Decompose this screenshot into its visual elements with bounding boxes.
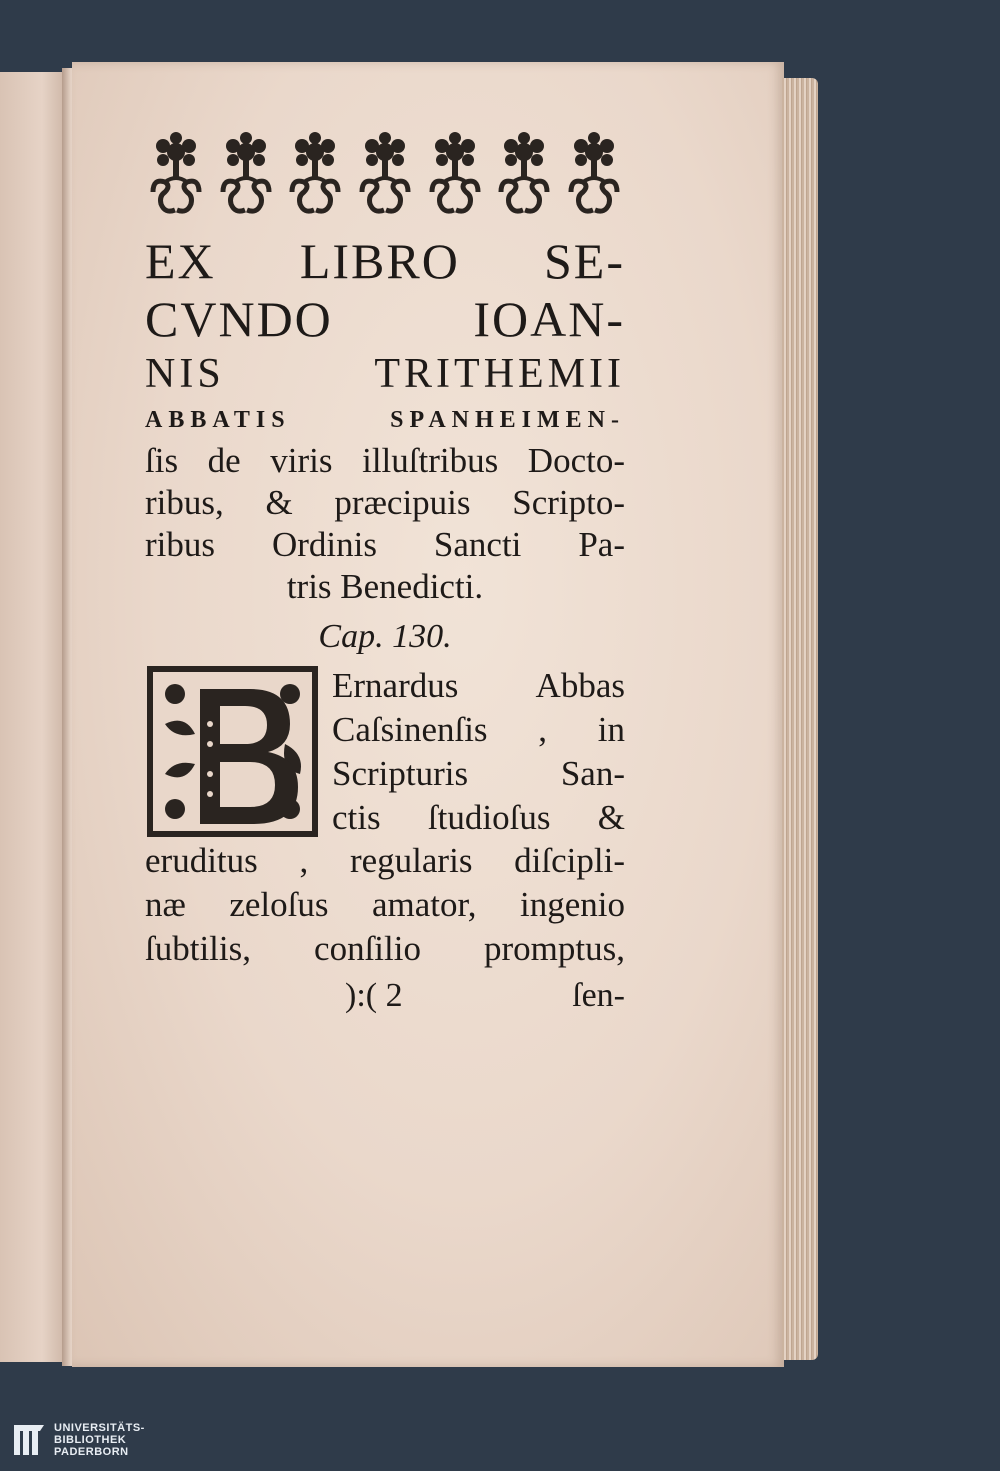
title-line-3: NIS TRITHEMII xyxy=(145,351,625,397)
left-page xyxy=(0,72,70,1362)
logo-line-3: PADERBORN xyxy=(54,1446,129,1458)
fleuron-ornament-icon xyxy=(145,130,207,222)
subtitle-line-1: ſis de viris illuſtribus Doctо- xyxy=(145,441,625,480)
fleuron-ornament-icon xyxy=(493,130,555,222)
chapter-heading: Cap. 130. xyxy=(318,618,452,655)
title-line-1: EX LIBRO SE- xyxy=(145,233,625,289)
page-edges xyxy=(782,78,818,1360)
body-line-1: eruditus , regularis diſcipli- xyxy=(145,841,625,880)
university-logo-icon xyxy=(12,1421,46,1459)
title-line-2: CVNDO IOAN- xyxy=(145,291,625,347)
subtitle-line-4: tris Benedicti. xyxy=(286,567,484,606)
signature-mark: ):( 2 xyxy=(345,977,403,1014)
logo-line-2: BIBLIOTHEK xyxy=(54,1434,127,1446)
fleuron-ornament-icon xyxy=(354,130,416,222)
body-line-2: næ zeloſus amator, ingenio xyxy=(145,885,625,924)
fleuron-ornament-icon xyxy=(284,130,346,222)
subtitle-line-3: ribus Ordinis Sancti Pa- xyxy=(145,525,625,564)
subtitle-line-2: ribus, & præcipuis Scripto- xyxy=(145,483,625,522)
initial-line-3: Scripturis San- xyxy=(332,754,625,793)
initial-line-1: Ernardus Abbas xyxy=(332,666,625,705)
decorated-initial-b-icon xyxy=(145,664,320,839)
subtitle-caps: ABBATIS SPANHEIMEN- xyxy=(145,407,625,433)
body-line-3: ſubtilis, conſilio promptus, xyxy=(145,929,625,968)
library-logo xyxy=(12,1421,145,1459)
opening-paragraph xyxy=(145,664,625,839)
ornament-band xyxy=(145,130,625,222)
catchword: ſen- xyxy=(572,977,625,1014)
initial-line-4: ctis ſtudioſus & xyxy=(332,798,625,837)
page-content xyxy=(145,130,625,1015)
logo-line-1: UNIVERSITÄTS- xyxy=(54,1422,145,1434)
fleuron-ornament-icon xyxy=(563,130,625,222)
initial-line-2: Caſsinenſis , in xyxy=(332,710,625,749)
fleuron-ornament-icon xyxy=(424,130,486,222)
page-footer xyxy=(145,977,625,1015)
fleuron-ornament-icon xyxy=(215,130,277,222)
